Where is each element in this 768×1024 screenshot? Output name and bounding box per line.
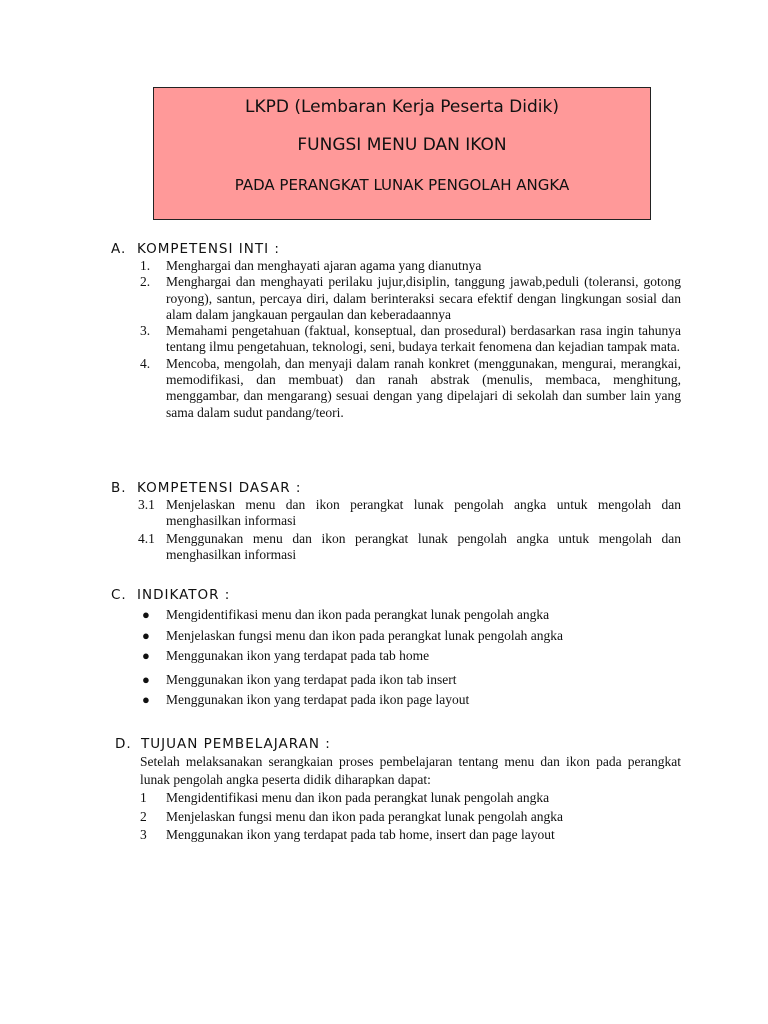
item-number: 2 [140, 808, 147, 824]
bullet-icon: ● [142, 671, 150, 687]
list-item [111, 323, 681, 356]
competency-list [111, 258, 681, 421]
item-number: 1 [140, 790, 147, 805]
item-text: Mengidentifikasi menu dan ikon pada perangkat lunak pengolah angka [166, 607, 550, 622]
bullet-icon: ● [142, 607, 150, 622]
bullet-icon: ● [142, 648, 150, 663]
item-text: Menggunakan ikon yang terdapat pada ikon tab insert [166, 671, 457, 687]
item-number: 3.1 [138, 497, 155, 512]
item-text: Menjelaskan fungsi menu dan ikon pada perangkat lunak pengolah angka [166, 808, 564, 824]
section-heading [111, 479, 681, 497]
item-text: Menggunakan ikon yang terdapat pada ikon page layout [166, 692, 470, 707]
list-item [111, 356, 681, 421]
item-number: 1. [140, 258, 151, 273]
competency-list [111, 497, 681, 563]
item-number: 4.1 [138, 530, 155, 546]
item-text: Menggunakan ikon yang terdapat pada tab home [166, 648, 430, 663]
section-heading [111, 586, 681, 604]
section-title: KOMPETENSI INTI : [137, 241, 280, 257]
item-number: 3 [140, 827, 147, 842]
bullet-icon: ● [142, 692, 150, 707]
section-letter: A. [111, 241, 127, 257]
item-number: 2. [140, 274, 151, 290]
section-letter: D. [115, 736, 132, 752]
item-text: Menghargai dan menghayati ajaran agama yang dianutnya [166, 258, 482, 273]
list-item [111, 605, 681, 626]
item-text: Mencoba, mengolah, dan menyaji dalam ranah konkret (menggunakan, mengurai, merangkai, memodifikasi, dan membuat) dan ranah abstrak (menulis, membaca, menghitung, menggambar, dan mengarang) sesuai dengan yang dipelajari di sekolah dan sumber lain yang sama dalam sudut pandang/teori. [166, 355, 681, 420]
list-item [111, 497, 681, 530]
section-letter: C. [111, 587, 127, 603]
section-indikator [111, 586, 681, 711]
item-text: Menggunakan menu dan ikon perangkat lunak pengolah angka untuk mengolah dan menghasilkan informasi [166, 530, 681, 562]
section-heading [111, 735, 681, 753]
document-subtitle-2: PADA PERANGKAT LUNAK PENGOLAH ANGKA [234, 176, 570, 194]
list-item [111, 258, 681, 274]
indicator-list [111, 605, 681, 711]
section-kompetensi-inti [111, 240, 681, 421]
list-item [111, 789, 681, 808]
item-number: 3. [140, 323, 151, 339]
item-text: Mengidentifikasi menu dan ikon pada perangkat lunak pengolah angka [166, 790, 550, 805]
list-item [111, 670, 681, 691]
item-text: Memahami pengetahuan (faktual, konseptual, dan prosedural) berdasarkan rasa ingin tahunya tentang ilmu pengetahuan, teknologi, seni, budaya terkait fenomena dan kejadian tampak mata. [166, 323, 681, 355]
section-tujuan-pembelajaran [111, 735, 681, 845]
list-item [111, 531, 681, 564]
item-text: Menghargai dan menghayati perilaku jujur,disiplin, tanggung jawab,peduli (toleransi, gotong royong), santun, percaya diri, dalam berinteraksi secara efektif dengan lingkungan sosial dan alam dalam jangkauan pergaulan dan keberadaannya [166, 274, 681, 322]
list-item [111, 274, 681, 323]
bullet-icon: ● [142, 627, 150, 643]
list-item [111, 626, 681, 647]
section-letter: B. [111, 480, 127, 496]
item-number: 4. [140, 355, 151, 371]
objective-list [111, 789, 681, 845]
section-title: TUJUAN PEMBELAJARAN : [141, 736, 331, 752]
title-box [153, 87, 651, 220]
section-title: KOMPETENSI DASAR : [137, 480, 302, 496]
item-text: Menjelaskan fungsi menu dan ikon pada perangkat lunak pengolah angka [166, 627, 564, 643]
item-text: Menggunakan ikon yang terdapat pada tab home, insert dan page layout [166, 827, 555, 842]
section-heading [111, 240, 681, 258]
intro-paragraph: Setelah melaksanakan serangkaian proses pembelajaran tentang menu dan ikon pada perangkat lunak pengolah angka peserta didik diharapkan dapat: [140, 754, 681, 787]
document-subtitle: FUNGSI MENU DAN IKON [297, 135, 507, 155]
list-item [111, 808, 681, 827]
document-title: LKPD (Lembaran Kerja Peserta Didik) [245, 97, 559, 117]
section-title: INDIKATOR : [137, 587, 231, 603]
list-item [111, 646, 681, 667]
section-kompetensi-dasar [111, 479, 681, 563]
item-text: Menjelaskan menu dan ikon perangkat lunak pengolah angka untuk mengolah dan menghasilkan informasi [166, 497, 681, 529]
list-item [111, 690, 681, 711]
list-item [111, 826, 681, 845]
